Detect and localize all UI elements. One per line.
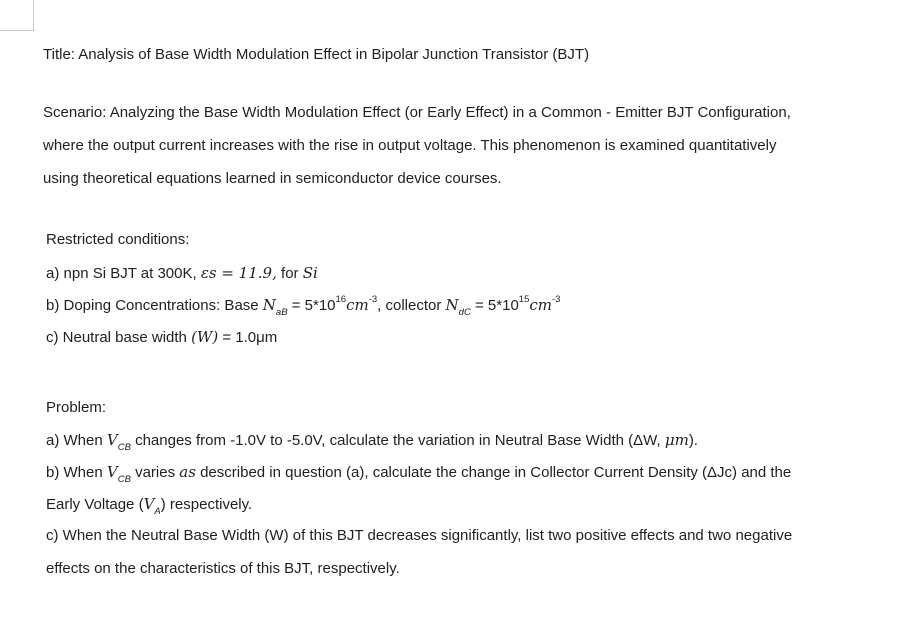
collector-doping-exponent: 15 xyxy=(518,294,530,305)
early-voltage-close: ) xyxy=(160,496,166,513)
base-doping-subscript: aB xyxy=(275,307,288,318)
vcb-symbol: V xyxy=(106,431,118,449)
condition-a xyxy=(46,264,318,282)
document-title: Title: Analysis of Base Width Modulation Effect in Bipolar Junction Transistor (BJT) xyxy=(43,46,590,63)
condition-b xyxy=(46,294,561,318)
condition-b-collector: , collector xyxy=(377,297,442,314)
base-doping-unit-exponent: -3 xyxy=(368,294,378,305)
scenario-line-3: using theoretical equations learned in semiconductor device courses. xyxy=(43,170,502,187)
scenario-line-1: Scenario: Analyzing the Base Width Modulation Effect (or Early Effect) in a Common - Emitter BJT Configuration, xyxy=(43,104,791,121)
problem-b-respectively: respectively. xyxy=(169,496,253,513)
vcb-subscript: CB xyxy=(117,442,131,453)
permittivity: εs = 11.9, xyxy=(200,264,277,282)
collector-doping-unit-exponent: -3 xyxy=(552,294,561,305)
problem-b-prefix: b) When xyxy=(46,464,103,481)
condition-a-for: for xyxy=(281,265,299,282)
early-voltage-label: Early Voltage xyxy=(46,496,135,513)
base-doping-unit: cm xyxy=(346,296,369,314)
collector-doping-value: = 5*10 xyxy=(475,297,519,314)
collector-doping-symbol: N xyxy=(445,296,459,314)
va-symbol: V xyxy=(143,495,155,513)
base-doping-symbol: N xyxy=(262,296,276,314)
problem-b-continued xyxy=(46,495,253,517)
early-voltage-open: ( xyxy=(138,496,144,513)
material: Si xyxy=(302,264,318,282)
vcb-symbol: V xyxy=(106,463,118,481)
problem-heading: Problem: xyxy=(46,399,107,416)
condition-c xyxy=(46,328,277,346)
problem-a-text: changes from -1.0V to -5.0V, calculate the variation in Neutral Base Width (ΔW, xyxy=(135,432,661,449)
collector-doping-subscript: dC xyxy=(458,307,471,318)
corner-frame xyxy=(0,0,34,31)
problem-a xyxy=(46,431,698,453)
problem-b xyxy=(46,463,792,485)
problem-b-text: described in question (a), calculate the change in Collector Current Density (ΔJc) and the xyxy=(200,464,792,481)
condition-b-prefix: b) Doping Concentrations: Base xyxy=(46,297,259,314)
problem-b-varies: varies xyxy=(135,464,176,481)
scenario-line-2: where the output current increases with the rise in output voltage. This phenomenon is examined quantitatively xyxy=(43,137,777,154)
base-doping-exponent: 16 xyxy=(335,294,347,305)
problem-c-line-1: c) When the Neutral Base Width (W) of this BJT decreases significantly, list two positive effects and two negative xyxy=(46,527,793,544)
conditions-heading: Restricted conditions: xyxy=(46,231,190,248)
problem-a-end: ). xyxy=(688,432,698,449)
problem-a-prefix: a) When xyxy=(46,432,103,449)
condition-c-prefix: c) Neutral base width xyxy=(46,329,187,346)
collector-doping-unit: cm xyxy=(529,296,552,314)
vcb-subscript: CB xyxy=(117,474,131,485)
micrometer-unit: μm xyxy=(664,431,689,449)
va-subscript: A xyxy=(154,506,161,517)
condition-a-prefix: a) npn Si BJT at 300K, xyxy=(46,265,197,282)
base-width-symbol: (W) xyxy=(191,328,219,346)
base-doping-value: = 5*10 xyxy=(291,297,336,314)
problem-c-line-2: effects on the characteristics of this BJT, respectively. xyxy=(46,560,400,577)
base-width-value: = 1.0μm xyxy=(222,329,278,346)
problem-b-as: as xyxy=(179,463,196,481)
